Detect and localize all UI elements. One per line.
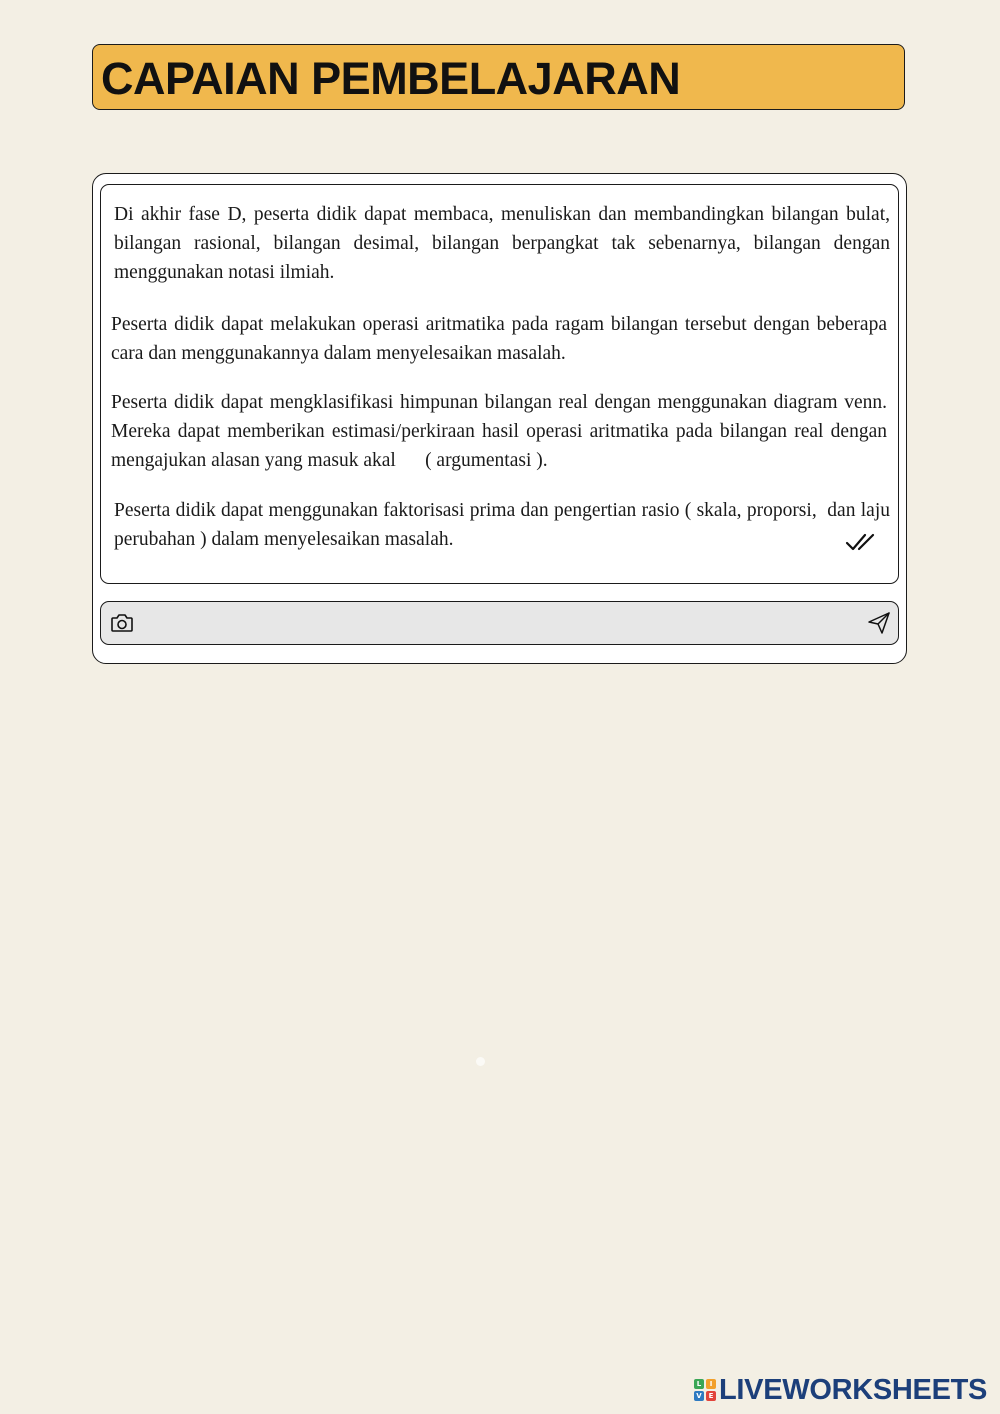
logo-text: LIVEWORKSHEETS bbox=[719, 1374, 988, 1406]
logo-block-v: V bbox=[694, 1391, 704, 1401]
chat-frame bbox=[92, 173, 907, 664]
logo-block-e: E bbox=[706, 1391, 716, 1401]
logo-block-i: I bbox=[706, 1379, 716, 1389]
logo-blocks-icon bbox=[694, 1379, 716, 1401]
message-bubble bbox=[100, 184, 899, 584]
paragraph-real-numbers: Peserta didik dapat mengklasifikasi himpunan bilangan real dengan menggunakan diagram venn. Mereka dapat memberikan estimasi/perkiraan hasil operasi aritmatika pada bilangan real dengan mengajukan alasan yang masuk akal ( argumentasi ). bbox=[111, 392, 887, 471]
send-icon[interactable] bbox=[867, 611, 891, 635]
double-check-icon bbox=[845, 531, 877, 553]
title-banner bbox=[92, 44, 905, 110]
camera-icon[interactable] bbox=[110, 612, 134, 634]
message-input-bar[interactable] bbox=[100, 601, 899, 645]
logo-block-l: L bbox=[694, 1379, 704, 1389]
decorative-dot bbox=[476, 1057, 485, 1066]
page-title: CAPAIAN PEMBELAJARAN bbox=[101, 53, 681, 104]
paragraph-prime-factorization: Peserta didik dapat menggunakan faktorisasi prima dan pengertian rasio ( skala, proporsi, dan laju perubahan ) dalam menyelesaikan masalah. bbox=[114, 500, 890, 550]
paragraph-arithmetic-operations: Peserta didik dapat melakukan operasi aritmatika pada ragam bilangan tersebut dengan beberapa cara dan menggunakannya dalam menyelesaikan masalah. bbox=[111, 314, 887, 364]
liveworksheets-logo bbox=[694, 1374, 987, 1406]
paragraph-phase-d-intro: Di akhir fase D, peserta didik dapat membaca, menuliskan dan membandingkan bilangan bulat, bilangan rasional, bilangan desimal, bilangan berpangkat tak sebenarnya, bilangan dengan menggunakan notasi ilmiah. bbox=[114, 204, 890, 283]
